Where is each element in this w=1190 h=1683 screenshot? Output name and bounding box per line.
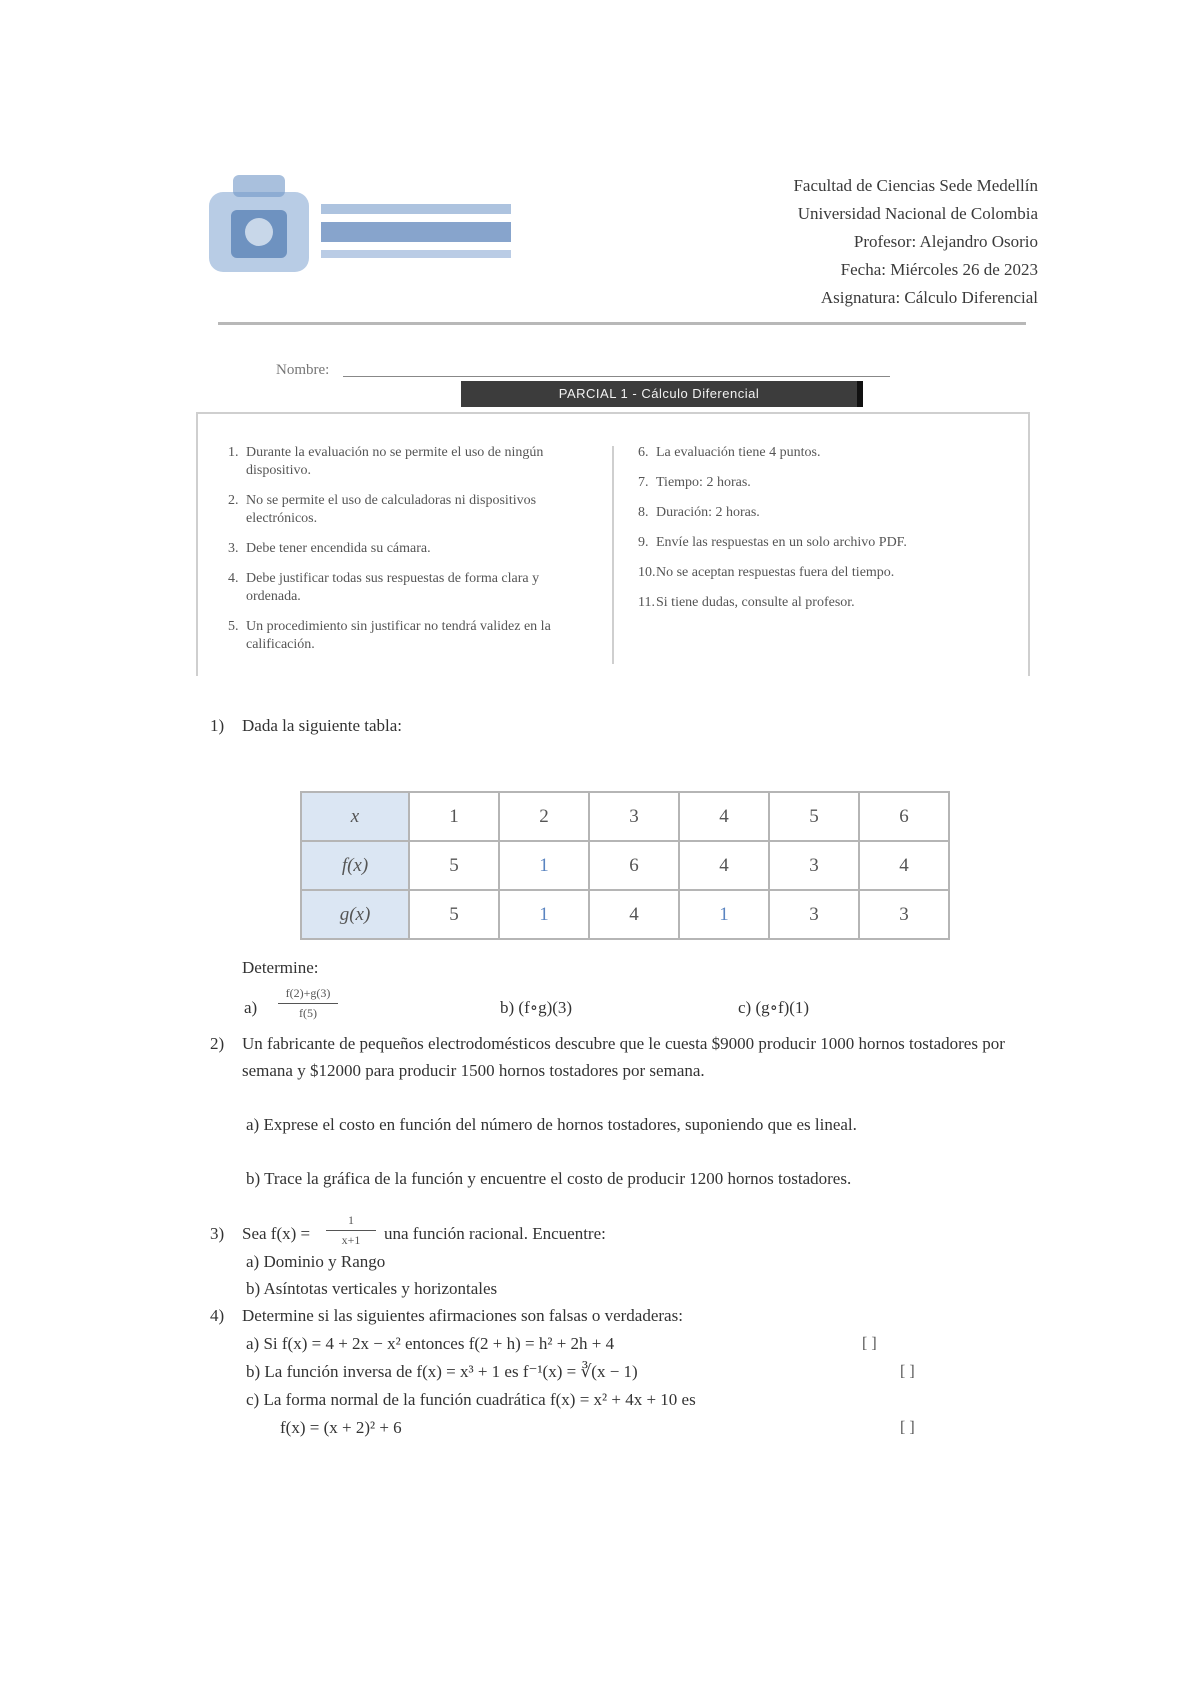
question-2a: a) Exprese el costo en función del número de hornos tostadores, suponiendo que es lineal. (246, 1115, 857, 1134)
question-3-fraction (326, 1213, 376, 1248)
rule-item: 5. Un procedimiento sin justificar no tendrá validez en la calificación. (228, 619, 551, 652)
header-line: Universidad Nacional de Colombia (797, 204, 1038, 223)
header-line: Facultad de Ciencias Sede Medellín (793, 176, 1038, 195)
table-cell: 1 (499, 890, 589, 939)
rule-item: 4. Debe justificar todas sus respuestas de forma clara y ordenada. (228, 571, 540, 604)
question-1-number: 1) (210, 716, 225, 735)
table-cell: 5 (769, 792, 859, 841)
table-cell: 6 (589, 841, 679, 890)
rule-item: 3. Debe tener encendida su cámara. (228, 541, 431, 556)
table-row (301, 890, 949, 939)
question-2b: b) Trace la gráfica de la función y encuentre el costo de producir 1200 hornos tostadores. (246, 1169, 852, 1188)
header-divider (218, 322, 1026, 325)
question-4-item-c: c) La forma normal de la función cuadrática f(x) = x² + 4x + 10 es (246, 1390, 696, 1409)
table-cell: 4 (859, 841, 949, 890)
header-line: Fecha: Miércoles 26 de 2023 (840, 260, 1038, 279)
table-cell: 3 (769, 841, 859, 890)
table-cell: 3 (769, 890, 859, 939)
question-4-text: Determine si las siguientes afirmaciones son falsas o verdaderas: (242, 1306, 683, 1325)
rules-right-list (638, 444, 1010, 624)
answer-bracket[interactable]: [ ] (900, 1363, 915, 1380)
table-cell: 6 (859, 792, 949, 841)
question-4-item-a: a) Si f(x) = 4 + 2x − x² entonces f(2 + h) = h² + 2h + 4 (246, 1334, 615, 1353)
table-cell: 5 (409, 890, 499, 939)
rule-item: 7. Tiempo: 2 horas. (638, 475, 751, 490)
row-header: x (301, 792, 409, 841)
rule-item: 8. Duración: 2 horas. (638, 505, 760, 520)
rule-item: 11. Si tiene dudas, consulte al profesor. (638, 595, 855, 610)
rules-box (196, 412, 1030, 676)
question-1-instruction: Determine: (242, 958, 319, 977)
fraction-bar (326, 1230, 376, 1231)
question-3-lead: Sea f(x) = (242, 1224, 311, 1243)
row-header: g(x) (301, 890, 409, 939)
row-header: f(x) (301, 841, 409, 890)
fraction-numerator: f(2)+g(3) (285, 986, 331, 1000)
values-table (300, 791, 950, 940)
table-cell: 4 (679, 841, 769, 890)
question-2-text: Un fabricante de pequeños electrodomésticos descubre que le cuesta $9000 producir 1000 hornos tostadores por semana y $12000 para producir 1500 hornos tostadores por semana. (242, 1034, 1005, 1080)
table-cell: 4 (589, 890, 679, 939)
student-name-field[interactable] (343, 376, 890, 377)
rule-item: 1. Durante la evaluación no se permite el uso de ningún dispositivo. (228, 445, 544, 478)
table-cell: 1 (679, 890, 769, 939)
question-2-number: 2) (210, 1034, 225, 1053)
university-logo (203, 170, 521, 280)
answer-bracket[interactable]: [ ] (862, 1335, 877, 1352)
header-info (560, 172, 1038, 312)
question-3-number: 3) (210, 1224, 225, 1243)
rule-item: 10. No se aceptan respuestas fuera del tiempo. (638, 565, 895, 580)
header-line: Profesor: Alejandro Osorio (853, 232, 1038, 251)
question-4-item-c-result: f(x) = (x + 2)² + 6 (280, 1418, 402, 1437)
fraction-denominator: x+1 (341, 1233, 361, 1247)
question-4-number: 4) (210, 1306, 225, 1325)
question-1-prompt: Dada la siguiente tabla: (242, 716, 403, 735)
question-3-rest: una función racional. Encuentre: (384, 1224, 606, 1243)
rules-left-list (228, 444, 590, 666)
table-cell: 3 (859, 890, 949, 939)
question-3a: a) Dominio y Rango (246, 1252, 386, 1271)
question-4-item-b: b) La función inversa de f(x) = x³ + 1 es f⁻¹(x) = ∛(x − 1) (246, 1362, 638, 1381)
question-1a-fraction (278, 986, 338, 1021)
rule-item: 2. No se permite el uso de calculadoras ni dispositivos electrónicos. (228, 493, 537, 526)
rule-item: 9. Envíe las respuestas en un solo archivo PDF. (638, 535, 907, 550)
fraction-numerator: 1 (348, 1213, 354, 1227)
table-cell: 3 (589, 792, 679, 841)
question-1a-label: a) (244, 998, 258, 1017)
exam-title-banner: PARCIAL 1 - Cálculo Diferencial (461, 381, 863, 407)
student-name-label: Nombre: (276, 362, 330, 378)
rule-item: 6. La evaluación tiene 4 puntos. (638, 445, 821, 460)
table-cell: 2 (499, 792, 589, 841)
table-row (301, 841, 949, 890)
rules-divider (612, 446, 614, 664)
table-cell: 1 (499, 841, 589, 890)
header-line: Asignatura: Cálculo Diferencial (820, 288, 1038, 307)
table-cell: 1 (409, 792, 499, 841)
question-1b: b) (f∘g)(3) (500, 998, 573, 1017)
fraction-bar (278, 1003, 338, 1004)
question-1c: c) (g∘f)(1) (738, 998, 810, 1017)
table-cell: 5 (409, 841, 499, 890)
fraction-denominator: f(5) (299, 1006, 317, 1020)
question-3b: b) Asíntotas verticales y horizontales (246, 1279, 498, 1298)
answer-bracket[interactable]: [ ] (900, 1419, 915, 1436)
table-cell: 4 (679, 792, 769, 841)
table-row (301, 792, 949, 841)
